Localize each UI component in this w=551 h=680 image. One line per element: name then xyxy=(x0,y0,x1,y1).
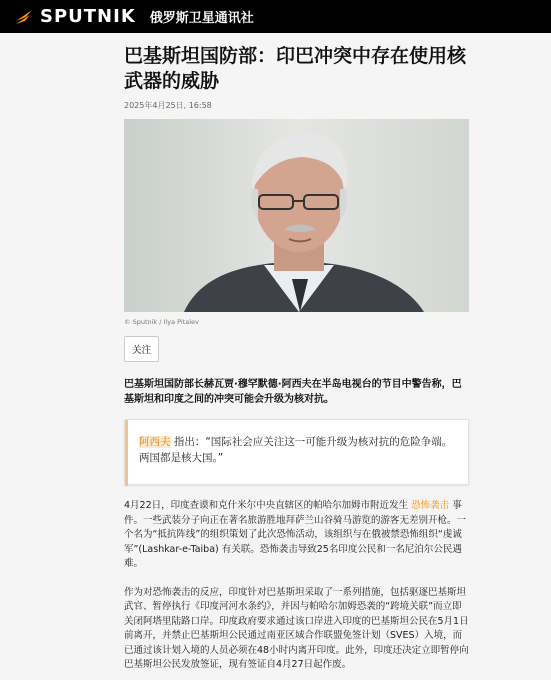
site-header xyxy=(0,0,551,33)
article-paragraph-2: 作为对恐怖袭击的反应，印度针对巴基斯坦采取了一系列措施，包括驱逐巴基斯坦武官、暂停执行《印度河河水条约》，并因与帕哈尔加姆恐袭的“跨境关联”而立即关闭阿塔里陆路口岸。印度政府要求通过该口岸进入印度的巴基斯坦公民在5月1日前离开，并禁止巴基斯坦公民通过南亚区域合作联盟免签计划（SVES）入境，而已通过该计划入境的人员必须在48小时内离开印度。此外，印度还决定立即暂停向巴基斯坦公民发放签证，现有签证自4月27日起作废。 xyxy=(124,586,469,670)
quote-text: 指出：“国际社会应关注这一可能升级为核对抗的危险争端。两国都是核大国。” xyxy=(139,436,453,464)
quote-accent-bar xyxy=(125,420,128,486)
article-date: 2025年4月25日, 16:58 xyxy=(124,101,212,110)
article-photo xyxy=(124,119,469,312)
article-title: 巴基斯坦国防部：印巴冲突中存在使用核武器的威胁 xyxy=(124,45,467,92)
quote-text-wrap xyxy=(137,434,454,466)
sputnik-logo-icon xyxy=(14,7,34,27)
article-lead: 巴基斯坦国防部长赫瓦贾·穆罕默德·阿西夫在半岛电视台的节目中警告称，巴基斯坦和印度之间的冲突可能会升级为核对抗。 xyxy=(124,379,462,405)
tag-button[interactable]: 关注 xyxy=(124,336,159,362)
brand-name: SPUTNIK xyxy=(40,6,136,27)
photo-caption: © Sputnik / Ilya Pitalev xyxy=(124,318,199,326)
quote-speaker-link[interactable]: 阿西夫 xyxy=(139,436,171,448)
article xyxy=(124,44,469,673)
quote-block xyxy=(124,419,469,485)
paragraph-1-start: 4月22日，印度查谟和克什米尔中央直辖区的帕哈尔加姆市附近发生 xyxy=(124,500,412,511)
paragraph-1-end: 事件。一些武装分子向正在著名旅游胜地拜萨兰山谷骑马游览的游客无差别开枪。一个名为“抵抗阵线”的组织策划了此次恐怖活动，该组织与在俄被禁恐怖组织“虔诚军”(Lashkar-e-Taiba) 有关联。恐怖袭击导致25名印度公民和一名尼泊尔公民遇难。 xyxy=(124,500,467,569)
sputnik-logo[interactable] xyxy=(14,6,136,27)
terror-attack-link[interactable]: 恐怖袭击 xyxy=(411,500,450,511)
article-paragraph-1 xyxy=(124,499,469,572)
brand-tagline: 俄罗斯卫星通讯社 xyxy=(149,11,254,26)
